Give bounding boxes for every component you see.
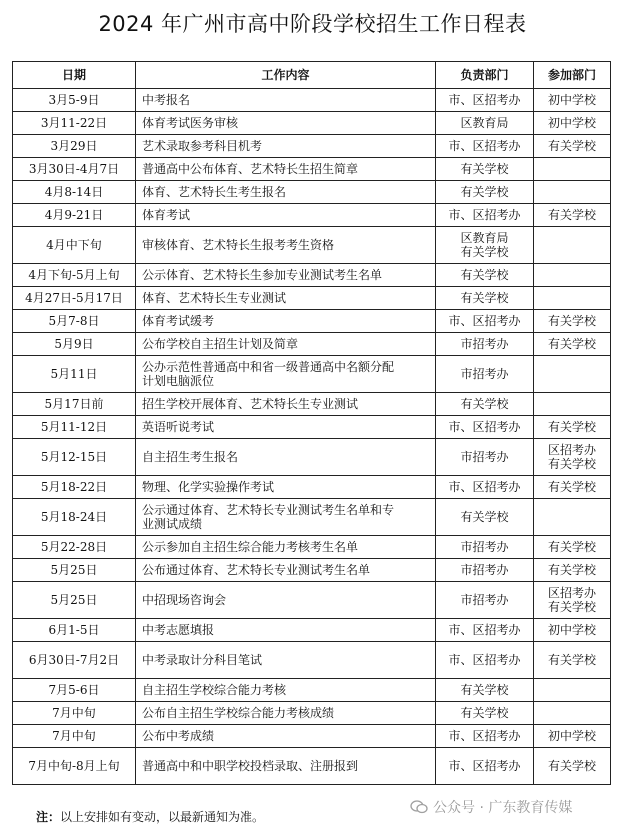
cell-content-line: 中招现场咨询会	[142, 593, 227, 607]
table-row	[13, 333, 611, 356]
cell-responsible	[436, 439, 534, 476]
cell-content-line: 公布中考成绩	[142, 729, 215, 743]
cell-content-line: 公示参加自主招生综合能力考核考生名单	[142, 540, 359, 554]
table-row	[13, 356, 611, 393]
cell-responsible-line: 市、区招考办	[448, 729, 521, 743]
cell-participating	[534, 476, 611, 499]
cell-content-line: 体育、艺术特长生专业测试	[142, 291, 287, 305]
table-row	[13, 393, 611, 416]
cell-date: 5月18-22日	[13, 476, 136, 499]
cell-content	[136, 642, 436, 679]
cell-date: 5月25日	[13, 582, 136, 619]
table-row	[13, 619, 611, 642]
cell-content	[136, 89, 436, 112]
cell-participating	[534, 416, 611, 439]
cell-content-line: 体育考试医务审核	[142, 116, 239, 130]
cell-participating-line: 初中学校	[547, 116, 596, 130]
cell-responsible	[436, 181, 534, 204]
cell-content	[136, 559, 436, 582]
cell-responsible-line: 市招考办	[460, 540, 509, 554]
table-body	[13, 89, 611, 785]
cell-participating	[534, 227, 611, 264]
cell-participating	[534, 725, 611, 748]
cell-participating	[534, 287, 611, 310]
cell-responsible-line: 有关学校	[460, 245, 509, 259]
cell-content	[136, 356, 436, 393]
table-row	[13, 264, 611, 287]
cell-responsible-line: 市、区招考办	[448, 623, 521, 637]
table-row	[13, 89, 611, 112]
cell-participating	[534, 679, 611, 702]
cell-content	[136, 702, 436, 725]
cell-responsible-line: 市招考办	[460, 593, 509, 607]
cell-content	[136, 112, 436, 135]
table-row	[13, 582, 611, 619]
table-row	[13, 158, 611, 181]
cell-content-line: 英语听说考试	[142, 420, 215, 434]
cell-responsible	[436, 393, 534, 416]
cell-content-line: 中考志愿填报	[142, 623, 215, 637]
cell-responsible-line: 市、区招考办	[448, 208, 521, 222]
cell-responsible-line: 市招考办	[460, 367, 509, 381]
cell-responsible-line: 区教育局	[460, 231, 509, 245]
note-text: 以上安排如有变动，以最新通知为准。	[60, 810, 265, 824]
cell-responsible	[436, 89, 534, 112]
cell-participating-line: 有关学校	[547, 759, 596, 773]
cell-participating-line: 有关学校	[547, 600, 596, 614]
cell-responsible	[436, 702, 534, 725]
note-label: 注：	[36, 810, 61, 824]
cell-content	[136, 476, 436, 499]
watermark	[410, 797, 572, 817]
cell-responsible	[436, 204, 534, 227]
cell-participating	[534, 499, 611, 536]
cell-content	[136, 725, 436, 748]
cell-responsible	[436, 536, 534, 559]
cell-responsible	[436, 582, 534, 619]
header-date: 日期	[13, 62, 136, 89]
cell-participating	[534, 135, 611, 158]
cell-date: 6月1-5日	[13, 619, 136, 642]
cell-date: 4月9-21日	[13, 204, 136, 227]
cell-content	[136, 416, 436, 439]
cell-date: 5月22-28日	[13, 536, 136, 559]
cell-participating-line: 初中学校	[547, 729, 596, 743]
cell-content-line: 艺术录取参考科目机考	[142, 139, 263, 153]
footer-note	[36, 808, 264, 825]
cell-participating	[534, 393, 611, 416]
cell-content	[136, 582, 436, 619]
cell-date: 5月9日	[13, 333, 136, 356]
table-row	[13, 476, 611, 499]
watermark-text: 公众号 · 广东教育传媒	[433, 800, 573, 816]
cell-participating	[534, 559, 611, 582]
cell-participating	[534, 310, 611, 333]
cell-participating	[534, 181, 611, 204]
table-row	[13, 135, 611, 158]
cell-date: 5月25日	[13, 559, 136, 582]
table-header-row	[13, 62, 611, 89]
cell-date: 5月11日	[13, 356, 136, 393]
cell-content-line: 中考报名	[142, 93, 191, 107]
cell-responsible	[436, 333, 534, 356]
cell-content-line: 公布自主招生学校综合能力考核成绩	[142, 706, 335, 720]
cell-responsible	[436, 416, 534, 439]
cell-responsible	[436, 356, 534, 393]
table-row	[13, 310, 611, 333]
cell-participating-line: 有关学校	[547, 337, 596, 351]
cell-date: 5月11-12日	[13, 416, 136, 439]
cell-content-line: 公示体育、艺术特长生参加专业测试考生名单	[142, 268, 383, 282]
cell-content	[136, 287, 436, 310]
cell-content	[136, 181, 436, 204]
cell-responsible-line: 区教育局	[460, 116, 509, 130]
cell-content	[136, 158, 436, 181]
cell-responsible-line: 市、区招考办	[448, 314, 521, 328]
cell-responsible-line: 有关学校	[460, 683, 509, 697]
page-title: 2024 年广州市高中阶段学校招生工作日程表	[98, 12, 527, 36]
cell-participating	[534, 642, 611, 679]
cell-content-line: 招生学校开展体育、艺术特长生专业测试	[142, 397, 359, 411]
table-row	[13, 112, 611, 135]
table-row	[13, 204, 611, 227]
cell-participating-line: 有关学校	[547, 208, 596, 222]
cell-content	[136, 204, 436, 227]
cell-participating	[534, 748, 611, 785]
cell-responsible-line: 有关学校	[460, 185, 509, 199]
cell-content-line: 普通高中公布体育、艺术特长生招生简章	[142, 162, 359, 176]
cell-responsible	[436, 619, 534, 642]
cell-content-line: 体育考试缓考	[142, 314, 215, 328]
cell-date: 5月12-15日	[13, 439, 136, 476]
cell-content	[136, 499, 436, 536]
cell-content-line: 物理、化学实验操作考试	[142, 480, 275, 494]
cell-responsible-line: 市招考办	[460, 450, 509, 464]
cell-participating	[534, 582, 611, 619]
cell-date: 5月7-8日	[13, 310, 136, 333]
table-row	[13, 559, 611, 582]
cell-responsible-line: 市、区招考办	[448, 420, 521, 434]
cell-date: 7月中旬	[13, 725, 136, 748]
table-row	[13, 679, 611, 702]
cell-content	[136, 679, 436, 702]
cell-responsible-line: 市、区招考办	[448, 759, 521, 773]
cell-content-line: 自主招生学校综合能力考核	[142, 683, 287, 697]
cell-responsible-line: 有关学校	[460, 268, 509, 282]
cell-date: 7月中旬-8月上旬	[13, 748, 136, 785]
cell-participating-line: 有关学校	[547, 653, 596, 667]
cell-participating-line: 初中学校	[547, 623, 596, 637]
cell-responsible-line: 有关学校	[460, 291, 509, 305]
cell-date: 4月下旬-5月上旬	[13, 264, 136, 287]
cell-participating-line: 有关学校	[547, 314, 596, 328]
cell-responsible	[436, 310, 534, 333]
cell-participating-line: 区招考办	[547, 443, 596, 457]
cell-content-line: 体育考试	[142, 208, 191, 222]
cell-participating	[534, 333, 611, 356]
header-participating: 参加部门	[534, 62, 611, 89]
cell-date: 3月5-9日	[13, 89, 136, 112]
table-row	[13, 725, 611, 748]
cell-responsible	[436, 476, 534, 499]
cell-responsible	[436, 559, 534, 582]
cell-responsible-line: 市、区招考办	[448, 480, 521, 494]
cell-date: 4月8-14日	[13, 181, 136, 204]
cell-participating-line: 有关学校	[547, 420, 596, 434]
cell-responsible	[436, 264, 534, 287]
cell-responsible	[436, 748, 534, 785]
cell-content	[136, 333, 436, 356]
table-row	[13, 642, 611, 679]
cell-date: 7月5-6日	[13, 679, 136, 702]
cell-participating	[534, 112, 611, 135]
cell-participating	[534, 158, 611, 181]
cell-responsible-line: 市、区招考办	[448, 653, 521, 667]
cell-content	[136, 393, 436, 416]
table-row	[13, 439, 611, 476]
cell-participating	[534, 439, 611, 476]
cell-date: 5月17日前	[13, 393, 136, 416]
cell-participating-line: 有关学校	[547, 139, 596, 153]
table-row	[13, 702, 611, 725]
cell-responsible	[436, 112, 534, 135]
table-row	[13, 227, 611, 264]
cell-responsible-line: 市、区招考办	[448, 93, 521, 107]
cell-responsible-line: 市招考办	[460, 563, 509, 577]
cell-content-line: 体育、艺术特长生考生报名	[142, 185, 287, 199]
table-row	[13, 536, 611, 559]
cell-content-line: 公布学校自主招生计划及简章	[142, 337, 299, 351]
cell-content	[136, 227, 436, 264]
cell-responsible	[436, 499, 534, 536]
cell-participating-line: 区招考办	[547, 586, 596, 600]
cell-content	[136, 536, 436, 559]
header-content: 工作内容	[136, 62, 436, 89]
cell-date: 3月29日	[13, 135, 136, 158]
cell-responsible	[436, 227, 534, 264]
cell-participating	[534, 264, 611, 287]
cell-participating	[534, 89, 611, 112]
cell-participating	[534, 702, 611, 725]
cell-participating	[534, 536, 611, 559]
cell-date: 3月30日-4月7日	[13, 158, 136, 181]
cell-responsible	[436, 642, 534, 679]
cell-participating-line: 有关学校	[547, 480, 596, 494]
table-row	[13, 287, 611, 310]
schedule-table	[12, 61, 611, 785]
cell-content-line: 业测试成绩	[142, 517, 203, 531]
cell-participating	[534, 204, 611, 227]
cell-content	[136, 439, 436, 476]
cell-participating-line: 有关学校	[547, 563, 596, 577]
cell-participating	[534, 619, 611, 642]
cell-participating	[534, 356, 611, 393]
cell-content-line: 普通高中和中职学校投档录取、注册报到	[142, 759, 359, 773]
cell-content-line: 自主招生考生报名	[142, 450, 239, 464]
cell-content-line: 公布通过体育、艺术特长专业测试考生名单	[142, 563, 371, 577]
cell-date: 4月中下旬	[13, 227, 136, 264]
cell-responsible-line: 有关学校	[460, 162, 509, 176]
cell-content	[136, 135, 436, 158]
table-row	[13, 416, 611, 439]
table-row	[13, 499, 611, 536]
cell-responsible	[436, 679, 534, 702]
cell-date: 4月27日-5月17日	[13, 287, 136, 310]
cell-content	[136, 619, 436, 642]
cell-content-line: 中考录取计分科目笔试	[142, 653, 263, 667]
cell-responsible-line: 有关学校	[460, 510, 509, 524]
cell-content-line: 审核体育、艺术特长生报考考生资格	[142, 238, 335, 252]
cell-participating-line: 初中学校	[547, 93, 596, 107]
cell-date: 5月18-24日	[13, 499, 136, 536]
cell-participating-line: 有关学校	[547, 540, 596, 554]
cell-date: 6月30日-7月2日	[13, 642, 136, 679]
wechat-icon	[410, 800, 428, 814]
cell-date: 3月11-22日	[13, 112, 136, 135]
cell-responsible	[436, 158, 534, 181]
cell-content	[136, 264, 436, 287]
header-responsible: 负责部门	[436, 62, 534, 89]
cell-responsible	[436, 725, 534, 748]
cell-participating-line: 有关学校	[547, 457, 596, 471]
cell-responsible-line: 有关学校	[460, 706, 509, 720]
cell-content	[136, 310, 436, 333]
cell-content-line: 计划电脑派位	[142, 374, 215, 388]
cell-content-line: 公办示范性普通高中和省一级普通高中名额分配	[142, 360, 395, 374]
cell-responsible-line: 市招考办	[460, 337, 509, 351]
cell-responsible-line: 有关学校	[460, 397, 509, 411]
cell-content	[136, 748, 436, 785]
table-row	[13, 748, 611, 785]
cell-date: 7月中旬	[13, 702, 136, 725]
cell-responsible	[436, 135, 534, 158]
cell-responsible	[436, 287, 534, 310]
table-row	[13, 181, 611, 204]
cell-responsible-line: 市、区招考办	[448, 139, 521, 153]
cell-content-line: 公示通过体育、艺术特长专业测试考生名单和专	[142, 503, 395, 517]
